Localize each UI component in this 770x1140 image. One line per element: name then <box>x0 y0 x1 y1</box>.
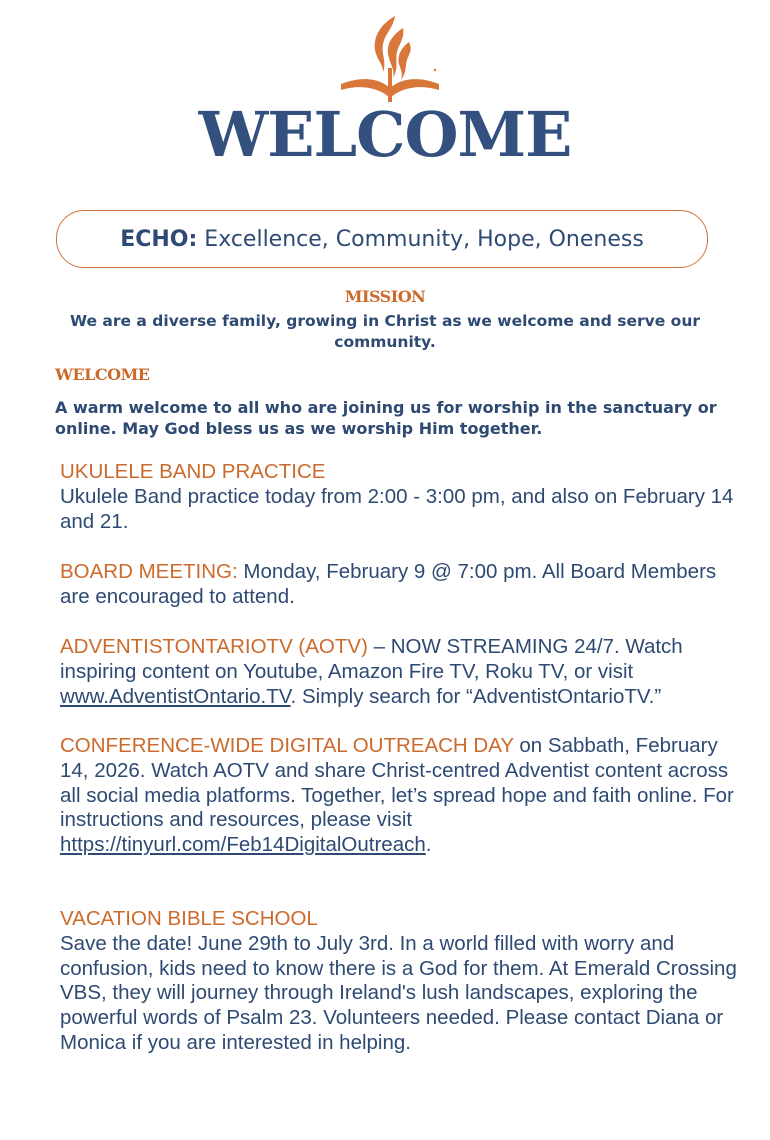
outreach-link[interactable]: https://tinyurl.com/Feb14DigitalOutreach <box>60 833 426 857</box>
page-title: WELCOME <box>198 98 572 171</box>
echo-banner <box>56 210 708 268</box>
outreach-body: on Sabbath, February 14, 2026. Watch AOTV and share Christ-centred Adventist content across all social media platforms. Together, let’s spread hope and faith online. For instructions and resources, please visit <box>60 734 734 832</box>
adventist-logo-icon <box>337 10 443 102</box>
vbs-body: Save the date! June 29th to July 3rd. In a world filled with worry and confusion, kids need to know there is a God for them. At Emerald Crossing VBS, they will journey through Ireland's lush landscapes, exploring the powerful words of Psalm 23. Volunteers needed. Please contact Diana or Monica if you are interested in helping. <box>60 931 737 1054</box>
announcement-aotv <box>60 635 750 709</box>
announcement-outreach <box>60 734 750 858</box>
aotv-body: – NOW STREAMING 24/7. Watch inspiring content on Youtube, Amazon Fire TV, Roku TV, or visit <box>60 635 683 683</box>
mission-heading: MISSION <box>344 287 426 306</box>
announcement-vbs <box>60 907 750 1056</box>
announcement-ukulele <box>60 460 750 534</box>
aotv-link[interactable]: www.AdventistOntario.TV <box>60 684 291 708</box>
mission-text: We are a diverse family, growing in Christ as we welcome and serve our community. <box>69 312 701 351</box>
announcement-board <box>60 560 750 610</box>
aotv-heading: ADVENTISTONTARIOTV (AOTV) <box>60 635 368 658</box>
board-heading: BOARD MEETING: <box>60 560 238 583</box>
ukulele-body: Ukulele Band practice today from 2:00 - 3:00 pm, and also on February 14 and 21. <box>60 484 734 533</box>
ukulele-heading: UKULELE BAND PRACTICE <box>60 460 326 483</box>
vbs-heading: VACATION BIBLE SCHOOL <box>60 907 318 930</box>
welcome-text: A warm welcome to all who are joining us for worship in the sanctuary or online. May God bless us as we worship Him together. <box>55 398 717 438</box>
outreach-end: . <box>425 833 432 857</box>
outreach-heading: CONFERENCE-WIDE DIGITAL OUTREACH DAY <box>60 734 514 757</box>
echo-values: Excellence, Community, Hope, Oneness <box>204 226 644 252</box>
board-body: Monday, February 9 @ 7:00 pm. All Board Members are encouraged to attend. <box>60 560 717 608</box>
echo-label: ECHO: <box>120 226 198 252</box>
aotv-body-end: . Simply search for “AdventistOntarioTV.” <box>290 684 662 708</box>
welcome-heading: WELCOME <box>55 365 150 384</box>
